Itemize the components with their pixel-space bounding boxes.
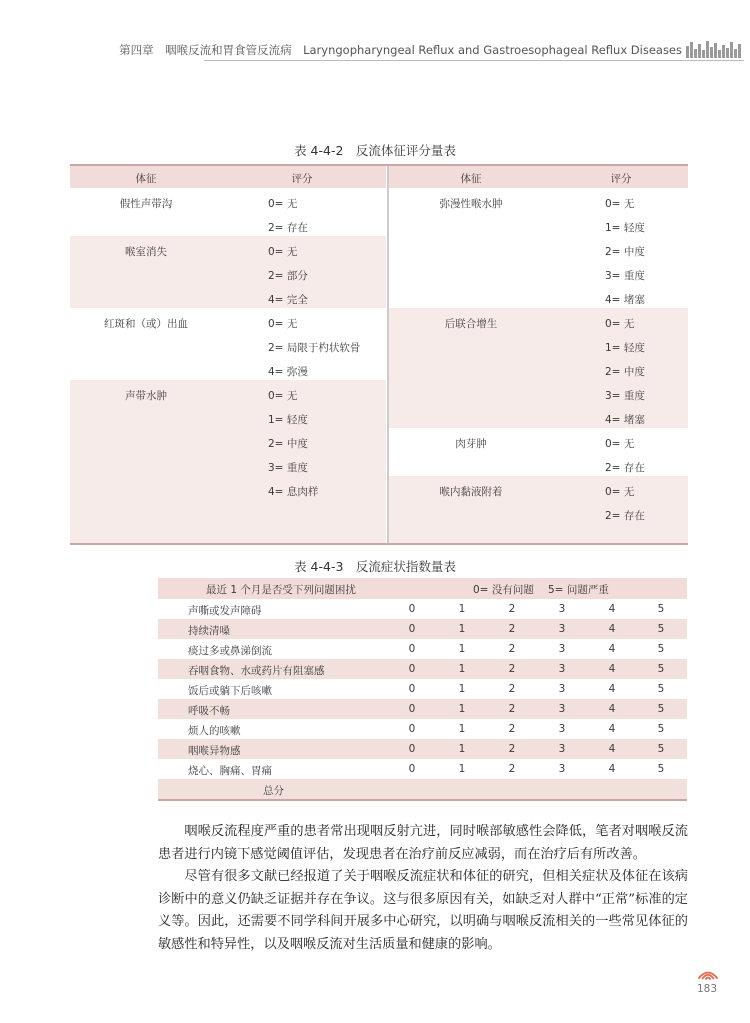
table1-left-half <box>70 166 386 543</box>
table1-right-header <box>389 166 688 188</box>
score-item: 4= 弥漫 <box>268 366 308 378</box>
score-option: 4 <box>608 683 616 695</box>
sign-group <box>70 236 386 308</box>
score-item: 0= 无 <box>605 318 635 330</box>
table1-bottom-rule <box>70 543 688 545</box>
signal-arc-icon <box>697 968 719 980</box>
score-item: 4= 堵塞 <box>605 414 645 426</box>
table-row <box>158 639 687 659</box>
score-item: 1= 轻度 <box>268 414 308 426</box>
score-item: 1= 轻度 <box>605 342 645 354</box>
symptom-label: 痰过多或鼻涕倒流 <box>188 645 272 657</box>
score-option: 5 <box>657 643 665 655</box>
score-option: 4 <box>608 763 616 775</box>
score-item: 2= 中度 <box>605 246 645 258</box>
score-option: 1 <box>458 743 466 755</box>
sign-label: 喉内黏液附着 <box>439 486 503 498</box>
score-item: 4= 堵塞 <box>605 294 645 306</box>
score-option: 3 <box>558 603 566 615</box>
score-option: 2 <box>508 763 516 775</box>
scale-high-header: 5= 问题严重 <box>548 584 609 596</box>
page-number: 183 <box>696 983 718 995</box>
table2-header-row <box>158 578 687 599</box>
header-title: 第四章 咽喉反流和胃食管反流病 Laryngopharyngeal Reflux and Gastroesophageal Reflux Diseases <box>119 43 682 57</box>
sign-label: 声带水肿 <box>125 390 167 402</box>
sign-group <box>389 308 688 428</box>
table-row <box>158 659 687 679</box>
score-item: 2= 部分 <box>268 270 308 282</box>
score-option: 3 <box>558 723 566 735</box>
score-option: 1 <box>458 763 466 775</box>
score-option: 2 <box>508 623 516 635</box>
score-option: 4 <box>608 643 616 655</box>
question-header: 最近 1 个月是否受下列问题困扰 <box>206 584 356 596</box>
symptom-label: 烧心、胸痛、胃痛 <box>188 765 272 777</box>
table-row <box>158 679 687 699</box>
score-option: 2 <box>508 703 516 715</box>
sign-group <box>70 308 386 380</box>
score-option: 3 <box>558 643 566 655</box>
score-option: 0 <box>408 683 416 695</box>
paragraph: 咽喉反流程度严重的患者常出现咽反射亢进，同时喉部敏感性会降低，笔者对咽喉反流患者进行内镜下感觉阈值评估，发现患者在治疗前反应减弱，而在治疗后有所改善。 <box>158 824 688 862</box>
score-item: 0= 无 <box>268 198 298 210</box>
score-option: 5 <box>657 723 665 735</box>
body-text <box>158 821 688 956</box>
score-item: 3= 重度 <box>605 270 645 282</box>
score-option: 4 <box>608 603 616 615</box>
score-option: 2 <box>508 663 516 675</box>
score-option: 2 <box>508 683 516 695</box>
scale-low-header: 0= 没有问题 <box>473 584 534 596</box>
score-option: 0 <box>408 743 416 755</box>
score-item: 2= 局限于杓状软骨 <box>268 342 361 354</box>
table-row <box>158 599 687 619</box>
score-option: 5 <box>657 743 665 755</box>
score-option: 2 <box>508 603 516 615</box>
header-rule <box>204 60 744 61</box>
table-row <box>158 719 687 739</box>
score-item: 1= 轻度 <box>605 222 645 234</box>
table2-total-row <box>158 779 687 799</box>
symptom-label: 声嘶或发声障碍 <box>188 605 262 617</box>
score-option: 5 <box>657 623 665 635</box>
symptom-label: 持续清嗓 <box>188 625 230 637</box>
score-option: 1 <box>458 683 466 695</box>
table-row <box>158 619 687 639</box>
table1-left-header <box>70 166 386 188</box>
symptom-label: 咽喉异物感 <box>188 745 241 757</box>
score-item: 2= 中度 <box>268 438 308 450</box>
score-option: 5 <box>657 703 665 715</box>
score-item: 2= 存在 <box>605 510 645 522</box>
score-option: 3 <box>558 663 566 675</box>
score-option: 1 <box>458 723 466 735</box>
score-item: 2= 中度 <box>605 366 645 378</box>
sign-label: 后联合增生 <box>444 318 498 330</box>
sign-group <box>70 380 386 543</box>
score-item: 4= 息肉样 <box>268 486 319 498</box>
header-bars-icon <box>686 40 744 58</box>
score-option: 1 <box>458 603 466 615</box>
score-item: 0= 无 <box>605 438 635 450</box>
sign-group <box>389 476 688 543</box>
score-option: 3 <box>558 743 566 755</box>
score-option: 0 <box>408 763 416 775</box>
symptom-label: 吞咽食物、水或药片有阻塞感 <box>188 665 325 677</box>
table2-bottom-rule <box>158 799 687 801</box>
score-option: 4 <box>608 663 616 675</box>
table-row <box>158 759 687 779</box>
score-option: 0 <box>408 703 416 715</box>
score-option: 5 <box>657 683 665 695</box>
score-item: 3= 重度 <box>268 462 308 474</box>
score-option: 2 <box>508 743 516 755</box>
col-sign-header: 体征 <box>135 173 157 185</box>
score-option: 4 <box>608 623 616 635</box>
symptom-label: 呼吸不畅 <box>188 705 230 717</box>
score-item: 0= 无 <box>268 246 298 258</box>
reflux-symptom-index-table <box>158 578 687 801</box>
score-item: 2= 存在 <box>605 462 645 474</box>
score-option: 1 <box>458 623 466 635</box>
score-option: 1 <box>458 703 466 715</box>
sign-label: 弥漫性喉水肿 <box>439 198 503 210</box>
score-option: 2 <box>508 643 516 655</box>
score-option: 2 <box>508 723 516 735</box>
paragraph: 尽管有很多文献已经报道了关于咽喉反流症状和体征的研究，但相关症状及体征在该病诊断中的意义仍缺乏证据并存在争议。这与很多原因有关，如缺乏对人群中“正常”标准的定义等。因此，还需要不同学科间开展多中心研究，以明确与咽喉反流相关的一些常见体征的敏感性和特异性，以及咽喉反流对生活质量和健康的影响。 <box>158 869 688 952</box>
score-option: 1 <box>458 663 466 675</box>
score-item: 0= 无 <box>605 486 635 498</box>
score-option: 4 <box>608 723 616 735</box>
sign-group <box>389 188 688 308</box>
score-item: 3= 重度 <box>605 390 645 402</box>
score-item: 0= 无 <box>605 198 635 210</box>
score-option: 5 <box>657 763 665 775</box>
running-header <box>0 40 750 62</box>
score-item: 2= 存在 <box>268 222 308 234</box>
score-option: 3 <box>558 623 566 635</box>
score-option: 0 <box>408 643 416 655</box>
score-option: 5 <box>657 663 665 675</box>
sign-group <box>389 428 688 476</box>
table2-caption: 表 4-4-3 反流症状指数量表 <box>294 559 456 574</box>
col-score-header: 评分 <box>291 173 313 185</box>
col-score-header: 评分 <box>610 173 632 185</box>
score-option: 0 <box>408 623 416 635</box>
score-item: 0= 无 <box>268 390 298 402</box>
score-item: 4= 完全 <box>268 294 308 306</box>
score-option: 3 <box>558 763 566 775</box>
col-sign-header: 体征 <box>460 173 482 185</box>
score-option: 0 <box>408 663 416 675</box>
sign-label: 红斑和（或）出血 <box>104 318 188 330</box>
sign-group <box>70 188 386 236</box>
table1-right-half <box>389 166 688 543</box>
score-option: 5 <box>657 603 665 615</box>
reflux-finding-score-table <box>70 164 688 545</box>
score-option: 3 <box>558 703 566 715</box>
sign-label: 肉芽肿 <box>455 438 487 450</box>
score-option: 4 <box>608 743 616 755</box>
sign-label: 假性声带沟 <box>119 198 173 210</box>
table-row <box>158 699 687 719</box>
table1-caption: 表 4-4-2 反流体征评分量表 <box>294 143 456 158</box>
score-item: 0= 无 <box>268 318 298 330</box>
sign-label: 喉室消失 <box>125 246 167 258</box>
table-row <box>158 739 687 759</box>
symptom-label: 饭后或躺下后咳嗽 <box>188 685 272 697</box>
score-option: 4 <box>608 703 616 715</box>
score-option: 0 <box>408 723 416 735</box>
score-option: 0 <box>408 603 416 615</box>
total-label: 总分 <box>263 785 284 797</box>
score-option: 3 <box>558 683 566 695</box>
symptom-label: 烦人的咳嗽 <box>188 725 241 737</box>
score-option: 1 <box>458 643 466 655</box>
